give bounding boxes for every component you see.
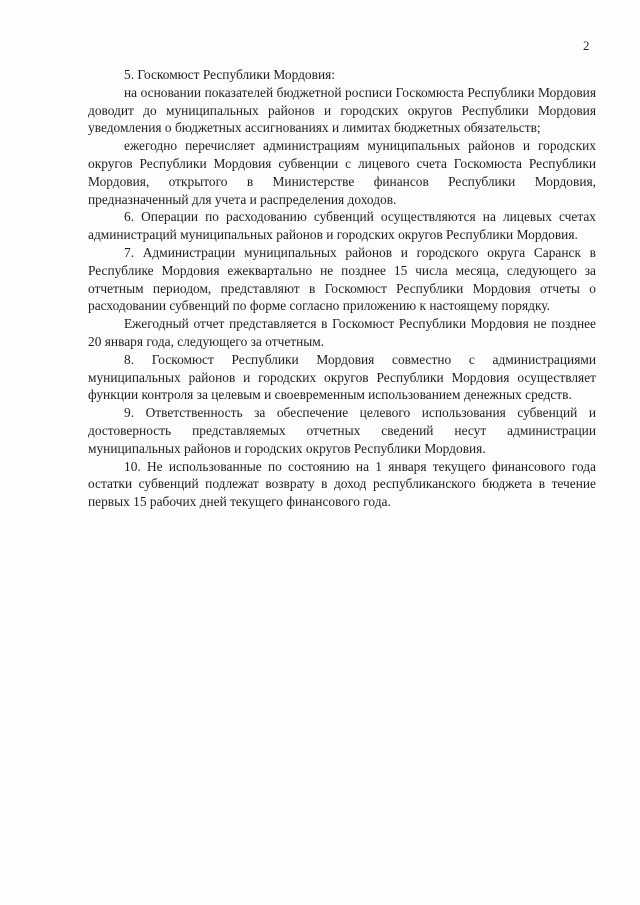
- paragraph-item-10: 10. Не использованные по состоянию на 1 января текущего финансового года остатки субвенций подлежат возврату в доход республиканского бюджета в течение первых 15 рабочих дней текущего финансового года.: [88, 458, 596, 510]
- paragraph-budget-notifications: на основании показателей бюджетной росписи Госкомюста Республики Мордовия доводит до муниципальных районов и городских округов Республики Мордовия уведомления о бюджетных ассигнованиях и лимитах бюджетных обязательств;: [88, 84, 596, 136]
- paragraph-annual-report: Ежегодный отчет представляется в Госкомюст Республики Мордовия не позднее 20 января года, следующего за отчетным.: [88, 316, 596, 349]
- paragraph-item-8: 8. Госкомюст Республики Мордовия совместно с администрациями муниципальных районов и городских округов Республики Мордовия осуществляет функции контроля за целевым и своевременным использованием денежных средств.: [88, 351, 596, 403]
- paragraph-item-9: 9. Ответственность за обеспечение целевого использования субвенций и достоверность представляемых отчетных сведений несут администрации муниципальных районов и городских округов Республики Мордовия.: [88, 405, 596, 456]
- page-number: 2: [583, 38, 590, 53]
- paragraph-item-6: 6. Операции по расходованию субвенций осуществляются на лицевых счетах администраций муниципальных районов и городских округов Республики Мордовия.: [88, 209, 596, 243]
- paragraph-item-7: 7. Администрации муниципальных районов и городского округа Саранск в Республике Мордовия ежеквартально не позднее 15 числа месяца, следующего за отчетным периодом, представляют в Госкомюст Республики Мордовия отчеты о расходовании субвенций по форме согласно приложению к настоящему порядку.: [88, 244, 596, 314]
- paragraph-subvention-transfer: ежегодно перечисляет администрациям муниципальных районов и городских округов Республики Мордовия субвенции с лицевого счета Госкомюста Республики Мордовия, открытого в Министерстве финансов Республики Мордовия, предназначенный для учета и распределения доходов.: [88, 138, 596, 207]
- paragraph-item-5-heading: 5. Госкомюст Республики Мордовия:: [124, 67, 335, 82]
- document-body: [88, 66, 596, 511]
